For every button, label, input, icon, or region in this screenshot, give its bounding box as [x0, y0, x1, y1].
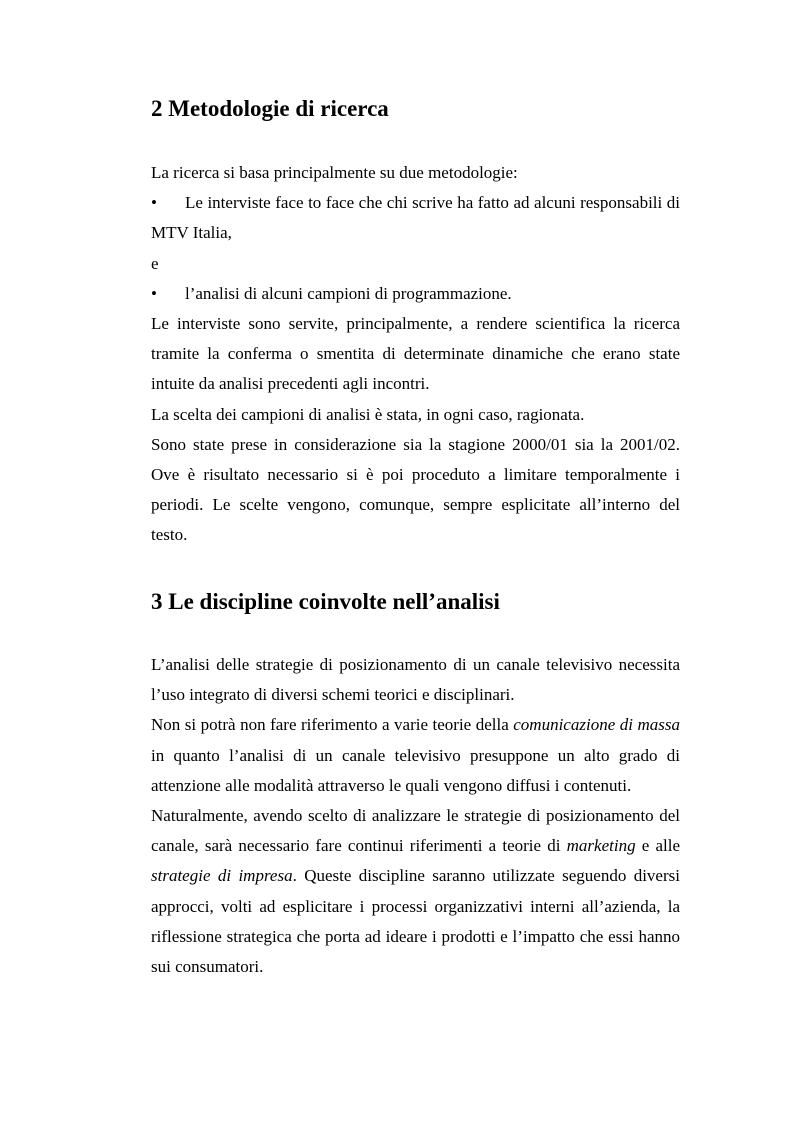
italic-term: strategie di impresa: [151, 866, 293, 886]
body-paragraph: Le interviste sono servite, principalmente, a rendere scientifica la ricerca tramite la conferma o smentita di determinate dinamiche che erano state intuite da analisi precedenti agli incontri.: [151, 314, 680, 394]
text-span: Non si potrà non fare riferimento a varie teorie della: [151, 715, 514, 735]
body-paragraph: [151, 710, 680, 801]
section-heading-2: 2 Metodologie di ricerca: [151, 96, 389, 121]
bullet-icon: •: [151, 193, 157, 213]
list-item-text: l’analisi di alcuni campioni di programmazione.: [185, 283, 512, 303]
text-span: . Queste discipline saranno utilizzate seguendo diversi approcci, volti ad esplicitare i processi organizzativi interni all’azienda, la riflessione strategica che porta ad ideare i prodotti e l’impatto che essi hanno sui consumatori.: [151, 866, 680, 977]
bullet-icon: •: [151, 283, 157, 303]
text-span: Naturalmente, avendo scelto di analizzare le strategie di posizionamento del canale, sarà necessario fare continui riferimenti a teorie di: [151, 806, 680, 856]
text-span: e alle: [635, 836, 680, 856]
list-item: [151, 188, 680, 248]
body-paragraph: Sono state prese in considerazione sia la stagione 2000/01 sia la 2001/02. Ove è risultato necessario si è poi proceduto a limitare temporalmente i periodi. Le scelte vengono, comunque, sempre esplicitate all’interno del testo.: [151, 434, 680, 545]
italic-term: marketing: [566, 836, 636, 856]
italic-term: comunicazione di massa: [513, 715, 680, 735]
text-span: in quanto l’analisi di un canale televisivo presuppone un alto grado di attenzione alle modalità attraverso le quali vengono diffusi i contenuti.: [151, 745, 680, 795]
connector-text: e: [151, 253, 159, 273]
section-heading-3: 3 Le discipline coinvolte nell’analisi: [151, 589, 500, 614]
body-paragraph: La scelta dei campioni di analisi è stata, in ogni caso, ragionata.: [151, 404, 585, 424]
body-paragraph: [151, 801, 680, 982]
section-2-body: [151, 158, 680, 551]
body-paragraph: L’analisi delle strategie di posizionamento di un canale televisivo necessita l’uso integrato di diversi schemi teorici e disciplinari.: [151, 655, 680, 705]
list-item: [151, 279, 680, 309]
intro-paragraph: La ricerca si basa principalmente su due metodologie:: [151, 163, 518, 182]
section-3-body: [151, 650, 680, 982]
list-item-text: Le interviste face to face che chi scrive ha fatto ad alcuni responsabili di MTV Italia,: [151, 193, 680, 243]
